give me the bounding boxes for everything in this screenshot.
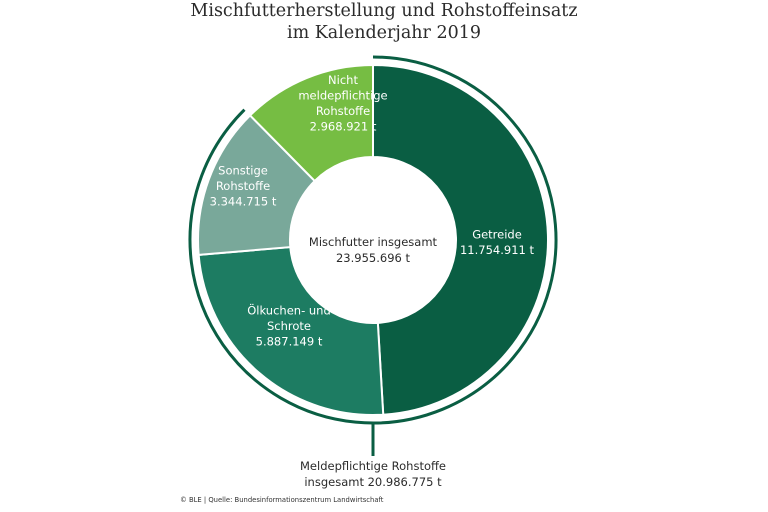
segment-label-3-line-1: meldepflichtige (298, 88, 388, 103)
segment-label-0-line-0: Getreide (472, 227, 522, 242)
segment-label-3-line-3: 2.968.921 t (309, 119, 377, 134)
center-label-title: Mischfutter insgesamt (308, 235, 438, 249)
center-label (309, 235, 438, 265)
chart-title-line-1: Mischfutterherstellung und Rohstoffeinsatz (190, 1, 578, 21)
segment-label-2-line-2: 3.344.715 t (209, 194, 277, 209)
segment-label-3-line-2: Rohstoffe (315, 103, 371, 118)
segment-label-1-line-0: Ölkuchen- und (247, 303, 331, 318)
segment-label-3-line-0: Nicht (328, 72, 358, 87)
bracket-label (300, 459, 446, 489)
segment-label-1-line-2: 5.887.149 t (255, 334, 323, 349)
source-footer: © BLE | Quelle: Bundesinformationszentrum Landwirtschaft (180, 496, 384, 504)
segment-label-1-line-1: Schrote (266, 319, 312, 333)
bracket-label-line-1: Meldepflichtige Rohstoffe (300, 459, 446, 473)
segment-label-2-line-0: Sonstige (218, 163, 268, 178)
segment-label-0-line-1: 11.754.911 t (459, 242, 535, 257)
chart-title-line-2: im Kalenderjahr 2019 (286, 23, 481, 43)
segment-label-2-line-1: Rohstoffe (215, 179, 271, 193)
bracket-label-line-2: insgesamt 20.986.775 t (304, 475, 442, 489)
center-label-value: 23.955.696 t (335, 251, 411, 265)
